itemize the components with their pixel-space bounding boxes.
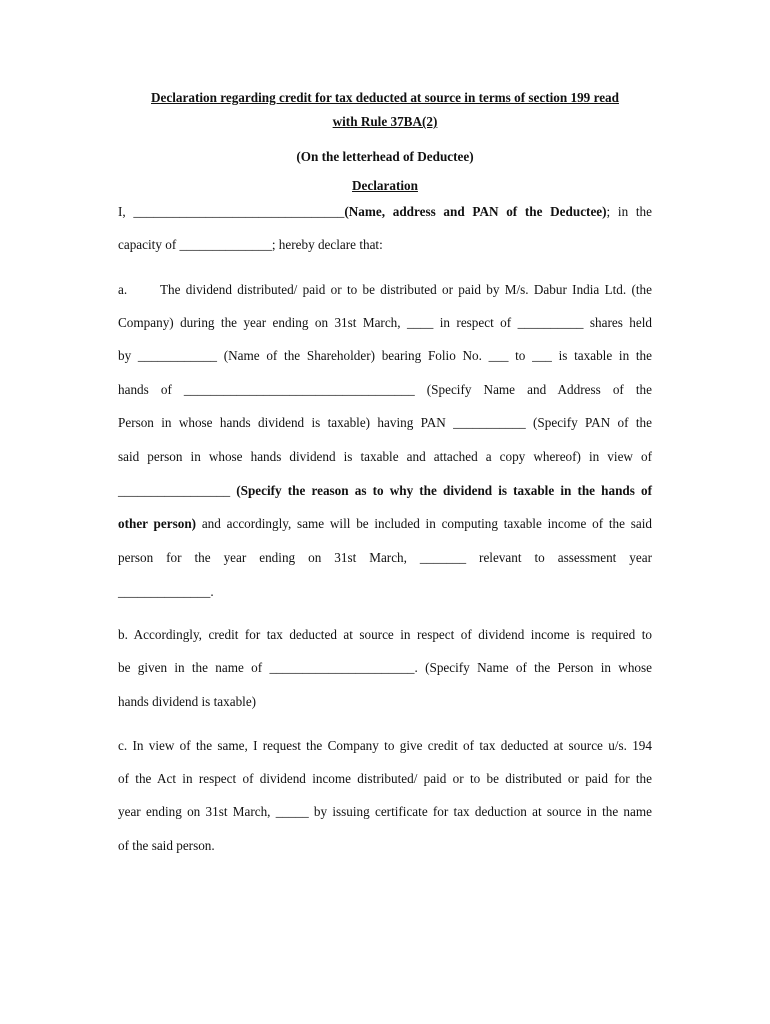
title-line-2: with Rule 37BA(2)	[332, 114, 438, 129]
subtitle: (On the letterhead of Deductee)	[296, 149, 474, 164]
para-a-line-4: hands of ___________________________________ (Specify Name and Address of the	[118, 382, 652, 397]
para-a-line-2: Company) during the year ending on 31st March, ____ in respect of __________ shares held	[118, 315, 652, 330]
para-a-reason-note-end: other person)	[118, 516, 197, 531]
para-a-line-3: by ____________ (Name of the Shareholder) bearing Folio No. ___ to ___ is taxable in the	[118, 348, 652, 363]
para-c-line-3: year ending on 31st March, _____ by issuing certificate for tax deduction at source in the name	[118, 804, 652, 819]
para-b-line-3: hands dividend is taxable)	[118, 694, 257, 709]
para-c-line-4: of the said person.	[118, 838, 215, 853]
para-c-line-2: of the Act in respect of dividend income distributed/ paid or to be distributed or paid for the	[118, 771, 652, 786]
para-a-line-10: ______________.	[118, 584, 214, 599]
intro-blank-name: I, ________________________________	[118, 204, 345, 219]
intro-bold-note: (Name, address and PAN of the Deductee)	[344, 204, 607, 219]
para-a-text-8: and accordingly, same will be included in computing taxable income of the said	[201, 516, 653, 531]
para-a-line-5: Person in whose hands dividend is taxable) having PAN ___________ (Specify PAN of the	[118, 415, 652, 430]
intro-line-1	[118, 203, 652, 221]
para-c-line-1: c. In view of the same, I request the Company to give credit of tax deducted at source u/s. 194	[118, 738, 652, 753]
declaration-heading: Declaration	[352, 178, 418, 193]
para-a-line-6: said person in whose hands dividend is taxable and attached a copy whereof) in view of	[118, 449, 652, 464]
para-a-text-1: The dividend distributed/ paid or to be distributed or paid by M/s. Dabur India Ltd. (the	[160, 282, 652, 297]
para-a-reason-note: (Specify the reason as to why the dividend is taxable in the hands of	[236, 483, 652, 498]
para-a-line-7	[118, 482, 652, 500]
para-b-line-2: be given in the name of ______________________. (Specify Name of the Person in whose	[118, 660, 652, 675]
para-a-reason-blank: _________________	[118, 483, 231, 498]
intro-line-2: capacity of ______________; hereby declare that:	[118, 237, 383, 252]
intro-suffix: ; in the	[606, 204, 652, 219]
para-b-line-1: b. Accordingly, credit for tax deducted at source in respect of dividend income is required to	[118, 627, 652, 642]
para-a-label: a.	[118, 282, 128, 297]
para-a-line-8	[118, 515, 652, 533]
title-line-1: Declaration regarding credit for tax deducted at source in terms of section 199 read	[151, 90, 619, 105]
para-a-line-9: person for the year ending on 31st March, _______ relevant to assessment year	[118, 550, 652, 565]
para-a-line-1	[118, 281, 652, 299]
